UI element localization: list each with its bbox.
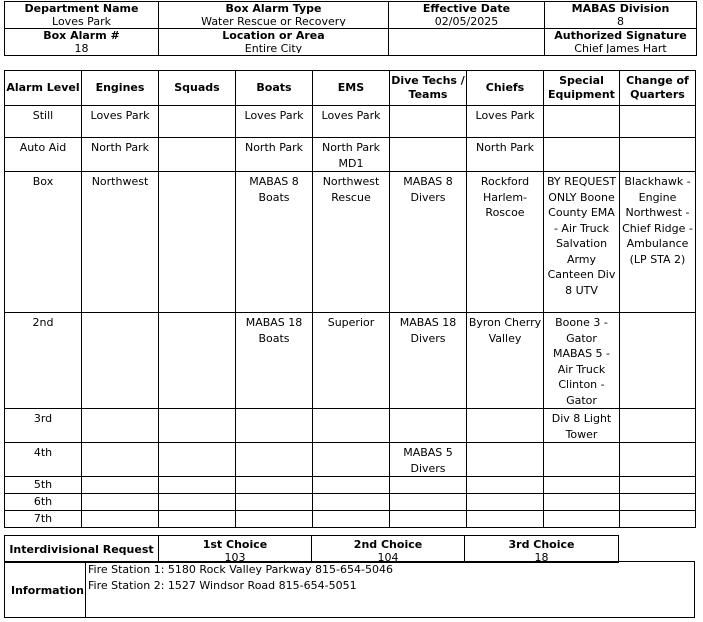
engines-cell: North Park: [82, 138, 159, 172]
third-choice-value: 18: [534, 551, 549, 561]
alarm-row: [5, 409, 696, 443]
first-choice-value: 103: [224, 551, 246, 561]
alarm-level-cell: Auto Aid: [5, 138, 82, 172]
third-choice-cell: [465, 536, 619, 563]
box-type-label: Box Alarm Type: [225, 2, 322, 15]
special-equipment-cell: [544, 106, 620, 138]
chiefs-cell: Loves Park: [467, 106, 544, 138]
interdivisional-table: [4, 535, 619, 563]
box-number-label: Box Alarm #: [43, 29, 120, 42]
box-type-value: Water Rescue or Recovery: [201, 15, 346, 26]
ems-cell: [313, 477, 390, 494]
dive-teams-cell: MABAS 18 Divers: [390, 313, 467, 409]
alarm-level-cell: 5th: [5, 477, 82, 494]
chiefs-cell: Rockford Harlem-Roscoe: [467, 172, 544, 313]
engines-cell: [82, 511, 159, 528]
boats-cell: MABAS 8 Boats: [236, 172, 313, 313]
signature-label: Authorized Signature: [554, 29, 687, 42]
alarm-level-cell: 3rd: [5, 409, 82, 443]
squads-cell: [159, 477, 236, 494]
division-value: 8: [617, 15, 624, 26]
squads-cell: [159, 172, 236, 313]
change-of-quarters-cell: [620, 443, 696, 477]
special-equipment-cell: Div 8 Light Tower: [544, 409, 620, 443]
alarm-row: [5, 172, 696, 313]
signature-cell: [545, 29, 697, 56]
alarm-row: [5, 511, 696, 528]
engines-cell: Loves Park: [82, 106, 159, 138]
dive-teams-cell: [390, 494, 467, 511]
interdivisional-title: Interdivisional Request: [5, 536, 159, 563]
header-table: [4, 1, 697, 56]
boats-cell: [236, 511, 313, 528]
engines-cell: [82, 443, 159, 477]
information-lines: [85, 562, 393, 617]
blank-cell: [389, 29, 545, 56]
boats-cell: [236, 477, 313, 494]
engines-cell: [82, 313, 159, 409]
division-label: MABAS Division: [571, 2, 670, 15]
col-ems: EMS: [313, 71, 390, 106]
location-label: Location or Area: [222, 29, 325, 42]
alarm-level-cell: 4th: [5, 443, 82, 477]
col-squads: Squads: [159, 71, 236, 106]
division-cell: [545, 2, 697, 29]
squads-cell: [159, 511, 236, 528]
col-change-of-quarters: Change of Quarters: [620, 71, 696, 106]
boats-cell: Loves Park: [236, 106, 313, 138]
chiefs-cell: [467, 494, 544, 511]
change-of-quarters-cell: [620, 477, 696, 494]
change-of-quarters-cell: [620, 106, 696, 138]
change-of-quarters-cell: [620, 409, 696, 443]
alarm-row: [5, 138, 696, 172]
engines-cell: Northwest: [82, 172, 159, 313]
department-label: Department Name: [24, 2, 139, 15]
squads-cell: [159, 138, 236, 172]
boats-cell: [236, 443, 313, 477]
ems-cell: Superior: [313, 313, 390, 409]
chiefs-cell: [467, 477, 544, 494]
second-choice-label: 2nd Choice: [353, 538, 423, 551]
location-value: Entire City: [244, 42, 303, 53]
department-value: Loves Park: [52, 15, 111, 26]
ems-cell: North Park MD1: [313, 138, 390, 172]
alarm-row: [5, 106, 696, 138]
special-equipment-cell: [544, 511, 620, 528]
chiefs-cell: [467, 409, 544, 443]
alarm-level-cell: 7th: [5, 511, 82, 528]
ems-cell: Loves Park: [313, 106, 390, 138]
dive-teams-cell: [390, 477, 467, 494]
boats-cell: [236, 494, 313, 511]
engines-cell: [82, 494, 159, 511]
change-of-quarters-cell: [620, 313, 696, 409]
special-equipment-cell: [544, 443, 620, 477]
ems-cell: [313, 494, 390, 511]
ems-cell: Northwest Rescue: [313, 172, 390, 313]
alarm-level-cell: 6th: [5, 494, 82, 511]
department-cell: [5, 2, 159, 29]
second-choice-cell: [312, 536, 465, 563]
special-equipment-cell: [544, 138, 620, 172]
boats-cell: North Park: [236, 138, 313, 172]
ems-cell: [313, 443, 390, 477]
dive-teams-cell: [390, 138, 467, 172]
box-type-cell: [159, 2, 389, 29]
effective-date-cell: [389, 2, 545, 29]
col-special-equipment: Special Equipment: [544, 71, 620, 106]
dive-teams-cell: MABAS 8 Divers: [390, 172, 467, 313]
dive-teams-cell: MABAS 5 Divers: [390, 443, 467, 477]
chiefs-cell: Byron Cherry Valley: [467, 313, 544, 409]
squads-cell: [159, 443, 236, 477]
effective-date-value: 02/05/2025: [434, 15, 499, 26]
alarm-row: [5, 494, 696, 511]
dive-teams-cell: [390, 106, 467, 138]
chiefs-cell: [467, 443, 544, 477]
information-line: Fire Station 1: 5180 Rock Valley Parkway 815-654-5046: [88, 563, 393, 576]
information-box: [4, 561, 695, 618]
box-number-cell: [5, 29, 159, 56]
col-engines: Engines: [82, 71, 159, 106]
signature-value: Chief James Hart: [574, 42, 667, 53]
alarm-level-cell: 2nd: [5, 313, 82, 409]
first-choice-label: 1st Choice: [202, 538, 268, 551]
third-choice-label: 3rd Choice: [508, 538, 575, 551]
col-chiefs: Chiefs: [467, 71, 544, 106]
squads-cell: [159, 106, 236, 138]
dive-teams-cell: [390, 511, 467, 528]
alarm-row: [5, 443, 696, 477]
alarm-row: [5, 313, 696, 409]
alarm-level-cell: Still: [5, 106, 82, 138]
first-choice-cell: [159, 536, 312, 563]
effective-date-label: Effective Date: [422, 2, 511, 15]
special-equipment-cell: [544, 494, 620, 511]
change-of-quarters-cell: Blackhawk - Engine Northwest - Chief Ridge - Ambulance (LP STA 2): [620, 172, 696, 313]
chiefs-cell: [467, 511, 544, 528]
information-label: Information: [11, 584, 84, 597]
boats-cell: MABAS 18 Boats: [236, 313, 313, 409]
special-equipment-cell: BY REQUEST ONLY Boone County EMA - Air Truck Salvation Army Canteen Div 8 UTV: [544, 172, 620, 313]
engines-cell: [82, 477, 159, 494]
engines-cell: [82, 409, 159, 443]
alarm-grid: [4, 70, 696, 528]
boats-cell: [236, 409, 313, 443]
location-cell: [159, 29, 389, 56]
col-alarm-level: Alarm Level: [5, 71, 82, 106]
squads-cell: [159, 313, 236, 409]
second-choice-value: 104: [377, 551, 399, 561]
special-equipment-cell: Boone 3 - Gator MABAS 5 - Air Truck Clinton - Gator: [544, 313, 620, 409]
alarm-level-cell: Box: [5, 172, 82, 313]
box-number-value: 18: [74, 42, 89, 53]
ems-cell: [313, 409, 390, 443]
change-of-quarters-cell: [620, 511, 696, 528]
special-equipment-cell: [544, 477, 620, 494]
change-of-quarters-cell: [620, 494, 696, 511]
squads-cell: [159, 494, 236, 511]
information-line: Fire Station 2: 1527 Windsor Road 815-654-5051: [88, 579, 357, 592]
change-of-quarters-cell: [620, 138, 696, 172]
col-dive-teams: Dive Techs / Teams: [390, 71, 467, 106]
squads-cell: [159, 409, 236, 443]
ems-cell: [313, 511, 390, 528]
dive-teams-cell: [390, 409, 467, 443]
col-boats: Boats: [236, 71, 313, 106]
alarm-row: [5, 477, 696, 494]
chiefs-cell: North Park: [467, 138, 544, 172]
